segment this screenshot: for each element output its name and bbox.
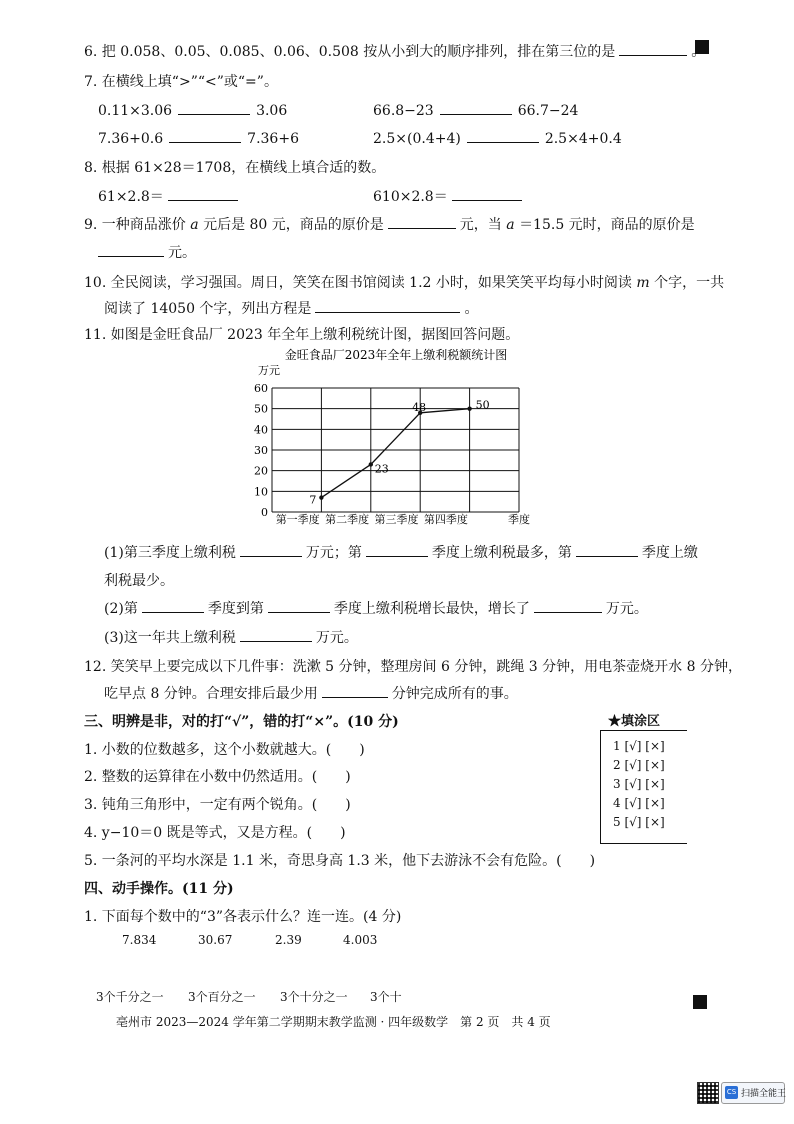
fill-area-box [600,730,687,844]
option-4[interactable]: 3个十 [370,990,402,1004]
section-4-title: 四、动手操作。(11 分) [84,881,234,897]
text: 分钟完成所有的事。 [391,686,518,702]
answer-blank[interactable] [366,542,428,557]
data-points [309,399,489,507]
text: 元后是 80 元，商品的原价是 [203,217,384,233]
text: 万元；第 [305,545,362,561]
x-tick-label: 第三季度 [374,513,419,526]
judge-item-5: 5. 一条河的平均水深是 1.1 米，奇思身高 1.3 米，他下去游泳不会有危险。( ) [84,853,596,869]
question-6 [84,41,705,61]
question-12-line-1: 12. 笑笑早上要完成以下几件事：洗漱 5 分钟，整理房间 6 分钟，跳绳 3 分钟，用电茶壶烧开水 8 分钟， [84,659,742,675]
text: 吃早点 8 分钟。合理安排后最少用 [104,686,318,702]
question-12-line-2 [104,683,518,703]
question-6-text: 6. 把 0.058、0.05、0.085、0.06、0.508 按从小到大的顺序排列，排在第三位的是 [84,44,616,60]
expr-left: 0.11×3.06 [98,103,173,119]
variable: a [190,217,199,233]
answer-blank[interactable] [268,598,330,613]
answer-blank[interactable] [322,683,388,698]
question-8-item-2 [373,186,522,206]
question-9-line-1 [84,214,695,234]
fill-row-4[interactable]: 4 [√] [×] [613,796,665,810]
expr: 61×2.8＝ [98,189,164,205]
option-1[interactable]: 3个千分之一 [96,990,164,1004]
chart-title: 金旺食品厂2023年全年上缴利税额统计图 [284,348,508,362]
y-tick-label: 50 [254,402,268,416]
fill-area-title: ★填涂区 [608,714,661,729]
data-label: 50 [475,398,490,412]
question-6-end: 。 [691,44,706,60]
question-7-title: 7. 在横线上填“>”“<”或“=”。 [84,74,278,90]
question-8-item-1 [98,186,238,206]
answer-blank[interactable] [534,598,602,613]
text: (1)第三季度上缴利税 [104,545,236,561]
text: (2)第 [104,601,138,617]
y-tick-label: 60 [254,382,268,395]
y-axis-ticks [254,382,268,519]
answer-blank[interactable] [178,100,250,115]
page-footer: 亳州市 2023—2024 学年第二学期期末教学监测 · 四年级数学 第 2 页 共 4 页 [116,1015,551,1029]
number-1[interactable]: 7.834 [122,933,157,947]
scanner-text: 扫描全能王 [741,1089,787,1099]
x-axis-ticks [276,512,468,526]
answer-blank[interactable] [467,128,539,143]
expr-right: 66.7−24 [517,103,579,119]
answer-blank[interactable] [315,298,460,313]
scanner-watermark [721,1082,785,1104]
text: 季度到第 [207,601,264,617]
data-label: 7 [309,493,317,507]
judge-item-1: 1. 小数的位数越多，这个小数就越大。( ) [84,742,365,758]
question-11-title: 11. 如图是金旺食品厂 2023 年全年上缴利税统计图，据图回答问题。 [84,327,520,343]
option-3[interactable]: 3个十分之一 [280,990,348,1004]
expr: 610×2.8＝ [373,189,448,205]
data-point [467,406,471,410]
expr-left: 66.8−23 [373,103,434,119]
text: 阅读了 14050 个字，列出方程是 [104,301,312,317]
fill-row-2[interactable]: 2 [√] [×] [613,758,665,772]
question-7-item-2 [373,100,578,119]
text: 10. 全民阅读，学习强国。周日，笑笑在图书馆阅读 1.2 小时，如果笑笑平均每小时阅读 [84,275,632,291]
question-7-item-3 [98,128,299,147]
answer-blank[interactable] [440,100,512,115]
answer-blank[interactable] [388,214,456,229]
question-11-sub-1-cont: 利税最少。 [104,573,174,589]
question-11-sub-2 [104,598,648,618]
question-9-line-2 [98,242,196,262]
data-label: 23 [374,462,389,476]
expr-left: 2.5×(0.4+4) [373,131,461,147]
answer-blank[interactable] [576,542,638,557]
section-4-question-1: 1. 下面每个数中的“3”各表示什么？连一连。(4 分) [84,909,402,925]
judge-item-4: 4. y−10＝0 既是等式，又是方程。( ) [84,825,346,841]
text: 元，当 [459,217,502,233]
number-3[interactable]: 2.39 [275,933,302,947]
text: 季度上缴利税最多，第 [431,545,572,561]
y-tick-label: 20 [254,464,268,478]
judge-item-3: 3. 钝角三角形中，一定有两个锐角。( ) [84,797,351,813]
variable: a [506,217,515,233]
series-line [321,409,469,498]
text: 万元。 [315,630,358,646]
question-11-sub-3 [104,627,358,647]
question-11-sub-1 [104,542,698,562]
expr-right: 2.5×4+0.4 [544,131,622,147]
expr-right: 7.36+6 [247,131,299,147]
data-point [369,462,373,466]
option-2[interactable]: 3个百分之一 [188,990,256,1004]
qr-code [697,1082,719,1104]
line-chart [0,346,794,536]
y-tick-label: 10 [254,485,268,499]
answer-blank[interactable] [142,598,204,613]
question-7-item-1 [98,100,287,119]
expr-left: 7.36+0.6 [98,131,164,147]
answer-blank[interactable] [619,41,687,56]
expr-right: 3.06 [256,103,288,119]
y-tick-label: 40 [254,423,268,437]
answer-blank[interactable] [452,186,522,201]
number-4[interactable]: 4.003 [343,933,378,947]
judge-item-2: 2. 整数的运算律在小数中仍然适用。( ) [84,769,351,785]
text: 9. 一种商品涨价 [84,217,186,233]
number-2[interactable]: 30.67 [198,933,233,947]
answer-blank[interactable] [169,128,241,143]
section-3-title: 三、明辨是非，对的打“√”，错的打“×”。(10 分) [84,714,399,730]
question-10-line-1 [84,272,724,292]
y-tick-label: 0 [261,506,268,519]
answer-blank[interactable] [98,242,164,257]
text: 季度上缴 [641,545,698,561]
y-tick-label: 30 [254,444,268,457]
question-7-item-4 [373,128,622,147]
data-point [319,495,323,499]
answer-blank[interactable] [240,627,312,642]
variable: m [636,275,650,291]
fill-row-3[interactable]: 3 [√] [×] [613,777,665,791]
x-axis-label: 季度 [508,513,530,526]
corner-mark-bottom-right [693,995,707,1009]
question-8-title: 8. 根据 61×28＝1708，在横线上填合适的数。 [84,160,386,176]
y-axis-label: 万元 [258,364,280,377]
x-tick-label: 第四季度 [423,513,468,526]
text: 元。 [168,245,196,261]
text: 万元。 [605,601,648,617]
x-tick-label: 第二季度 [325,513,370,526]
scanner-logo-icon: CS [725,1086,738,1099]
answer-blank[interactable] [168,186,238,201]
text: (3)这一年共上缴利税 [104,630,236,646]
text: 个字，一共 [654,275,725,291]
question-10-line-2 [104,298,478,318]
data-label: 48 [412,400,427,414]
fill-row-1[interactable]: 1 [√] [×] [613,739,665,753]
answer-blank[interactable] [240,542,302,557]
fill-row-5[interactable]: 5 [√] [×] [613,815,665,829]
text: ＝15.5 元时，商品的原价是 [519,217,695,233]
x-tick-label: 第一季度 [275,513,320,526]
text: 。 [464,301,479,317]
text: 季度上缴利税增长最快，增长了 [333,601,530,617]
